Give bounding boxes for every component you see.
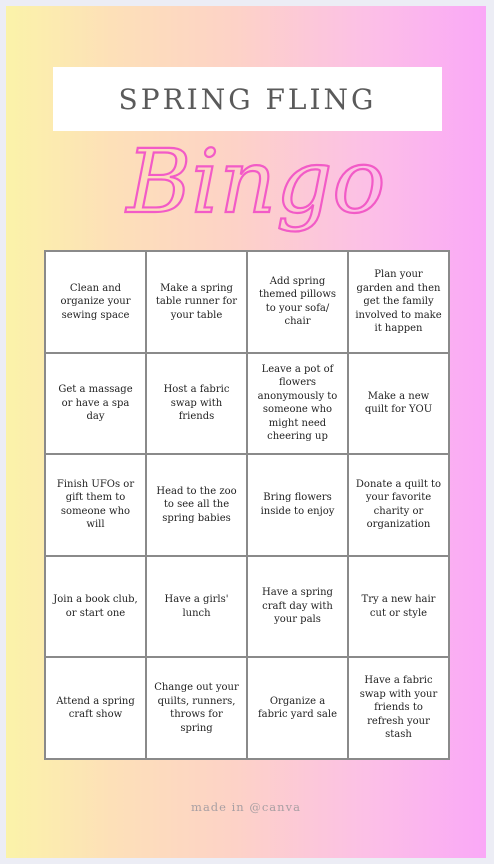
bingo-cell: Have a girls' lunch [147, 557, 246, 657]
bingo-card [6, 6, 486, 858]
bingo-cell: Host a fabric swap with friends [147, 354, 246, 454]
bingo-cell: Leave a pot of flowers anonymously to someone who might need cheering up [248, 354, 347, 454]
bingo-cell: Donate a quilt to your favorite charity or organization [349, 455, 448, 555]
bingo-cell: Join a book club, or start one [46, 557, 145, 657]
bingo-grid [44, 250, 450, 760]
bingo-cell: Head to the zoo to see all the spring babies [147, 455, 246, 555]
bingo-script-text: Bingo [126, 130, 386, 233]
bingo-cell: Have a spring craft day with your pals [248, 557, 347, 657]
canva-credit: made in @canva [191, 800, 301, 814]
bingo-cell: Organize a fabric yard sale [248, 658, 347, 758]
bingo-cell: Attend a spring craft show [46, 658, 145, 758]
bingo-cell: Make a spring table runner for your table [147, 252, 246, 352]
bingo-cell: Get a massage or have a spa day [46, 354, 145, 454]
bingo-cell: Plan your garden and then get the family involved to make it happen [349, 252, 448, 352]
bingo-script-title [126, 114, 386, 249]
bingo-cell: Change out your quilts, runners, throws for spring [147, 658, 246, 758]
bingo-cell: Try a new hair cut or style [349, 557, 448, 657]
bingo-cell: Have a fabric swap with your friends to refresh your stash [349, 658, 448, 758]
bingo-cell: Add spring themed pillows to your sofa/ chair [248, 252, 347, 352]
page-title: SPRING FLING [118, 82, 377, 116]
bingo-cell: Finish UFOs or gift them to someone who will [46, 455, 145, 555]
bingo-cell: Bring flowers inside to enjoy [248, 455, 347, 555]
bingo-cell: Clean and organize your sewing space [46, 252, 145, 352]
bingo-cell: Make a new quilt for YOU [349, 354, 448, 454]
